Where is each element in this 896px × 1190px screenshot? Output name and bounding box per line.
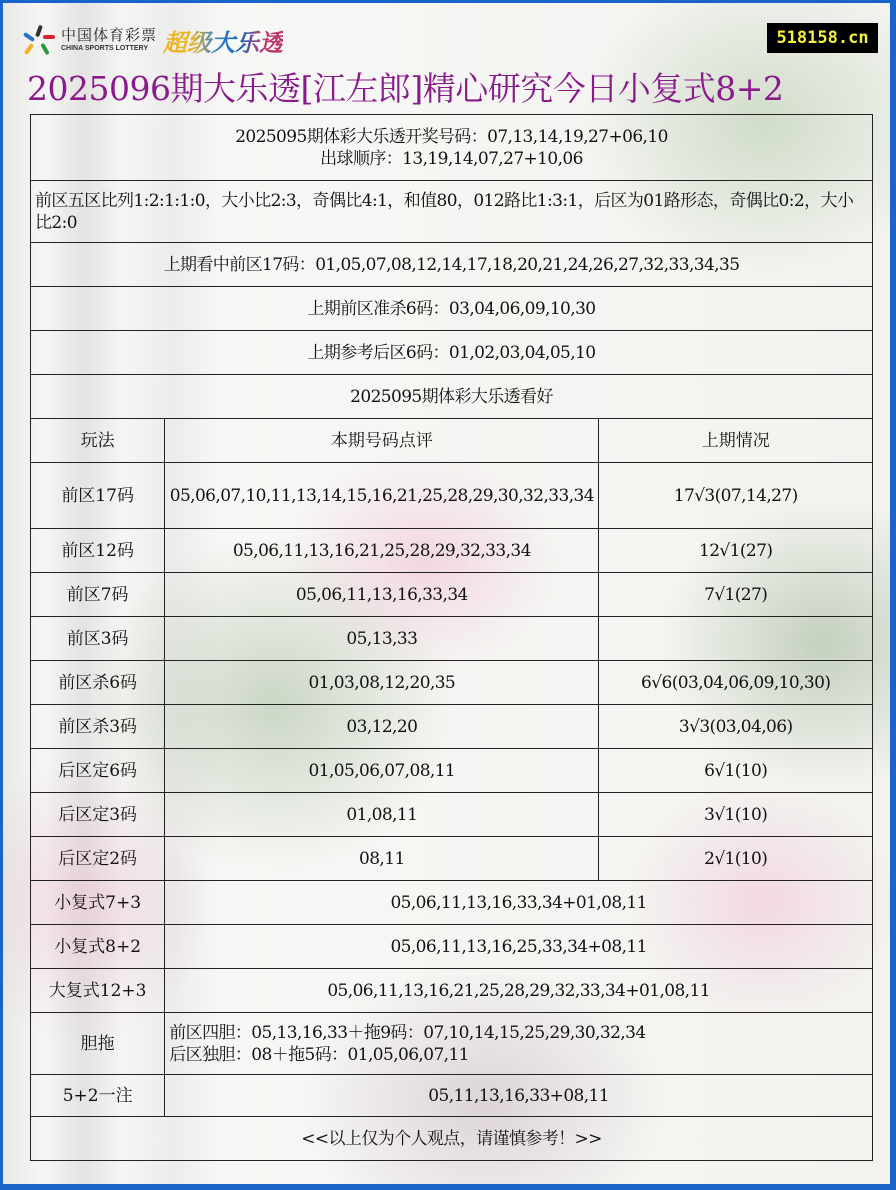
prediction-table bbox=[30, 114, 873, 1161]
prev-result: 12√1(27) bbox=[599, 529, 873, 573]
play-name: 前区7码 bbox=[31, 573, 165, 617]
table-row bbox=[31, 463, 873, 529]
prev-result: 3√1(10) bbox=[599, 793, 873, 837]
wide-row bbox=[31, 969, 873, 1013]
play-numbers: 01,08,11 bbox=[165, 793, 599, 837]
play-numbers: 05,06,11,13,16,25,33,34+08,11 bbox=[165, 925, 873, 969]
table-row bbox=[31, 529, 873, 573]
play-name: 后区定6码 bbox=[31, 749, 165, 793]
prev-kill6-text: 上期前区准杀6码：03,04,06,09,10,30 bbox=[31, 287, 873, 331]
play-numbers: 01,03,08,12,20,35 bbox=[165, 661, 599, 705]
prev-result: 6√1(10) bbox=[599, 749, 873, 793]
wide-row bbox=[31, 925, 873, 969]
section-title-row bbox=[31, 375, 873, 419]
prev-back6-text: 上期参考后区6码：01,02,03,04,05,10 bbox=[31, 331, 873, 375]
prev-result: 3√3(03,04,06) bbox=[599, 705, 873, 749]
logo-brand-text: 超级大乐透 bbox=[163, 23, 283, 58]
play-name: 前区12码 bbox=[31, 529, 165, 573]
play-numbers: 05,06,07,10,11,13,14,15,16,21,25,28,29,30,32,33,34 bbox=[165, 463, 599, 529]
play-numbers: 05,06,11,13,16,21,25,28,29,32,33,34 bbox=[165, 529, 599, 573]
site-badge[interactable]: 518158.cn bbox=[767, 23, 878, 53]
disclaimer-row bbox=[31, 1117, 873, 1161]
logo-chinese-text: 中国体育彩票 bbox=[61, 26, 158, 44]
table-header-row bbox=[31, 419, 873, 463]
play-name: 小复式8+2 bbox=[31, 925, 165, 969]
play-name: 前区杀6码 bbox=[31, 661, 165, 705]
draw-result-row bbox=[31, 115, 873, 181]
table-row bbox=[31, 837, 873, 881]
prev-result: 17√3(07,14,27) bbox=[599, 463, 873, 529]
analysis-text: 前区五区比列1:2:1:1:0，大小比2:3，奇偶比4:1，和值80，012路比1:3:1，后区为01路形态，奇偶比0:2，大小比2:0 bbox=[31, 181, 873, 243]
prev-front17-text: 上期看中前区17码：01,05,07,08,12,14,17,18,20,21,24,26,27,32,33,34,35 bbox=[31, 243, 873, 287]
play-numbers: 05,11,13,16,33+08,11 bbox=[165, 1075, 873, 1117]
prev-kill6-row bbox=[31, 287, 873, 331]
single-bet-row bbox=[31, 1075, 873, 1117]
table-row bbox=[31, 573, 873, 617]
table-row bbox=[31, 705, 873, 749]
play-numbers: 05,06,11,13,16,33,34+01,08,11 bbox=[165, 881, 873, 925]
dantuo-row bbox=[31, 1013, 873, 1075]
page-title: 2025096期大乐透[江左郎]精心研究今日小复式8+2 bbox=[27, 69, 784, 108]
dantuo-front: 前区四胆：05,13,16,33＋拖9码：07,10,14,15,25,29,30,32,34 bbox=[169, 1022, 646, 1043]
header-play: 玩法 bbox=[31, 419, 165, 463]
prev-result bbox=[599, 617, 873, 661]
table-row bbox=[31, 793, 873, 837]
play-numbers: 05,13,33 bbox=[165, 617, 599, 661]
play-name: 前区17码 bbox=[31, 463, 165, 529]
prev-result: 7√1(27) bbox=[599, 573, 873, 617]
play-name: 5+2一注 bbox=[31, 1075, 165, 1117]
play-numbers: 05,06,11,13,16,33,34 bbox=[165, 573, 599, 617]
play-name: 前区杀3码 bbox=[31, 705, 165, 749]
section-title: 2025095期体彩大乐透看好 bbox=[31, 375, 873, 419]
draw-order: 出球顺序：13,19,14,07,27+10,06 bbox=[320, 148, 583, 169]
table-row bbox=[31, 749, 873, 793]
play-numbers: 05,06,11,13,16,21,25,28,29,32,33,34+01,08,11 bbox=[165, 969, 873, 1013]
play-numbers: 08,11 bbox=[165, 837, 599, 881]
prev-result: 6√6(03,04,06,09,10,30) bbox=[599, 661, 873, 705]
prev-back6-row bbox=[31, 331, 873, 375]
header-prev: 上期情况 bbox=[599, 419, 873, 463]
play-name: 大复式12+3 bbox=[31, 969, 165, 1013]
lottery-logo bbox=[21, 23, 283, 57]
table-row bbox=[31, 617, 873, 661]
play-name: 前区3码 bbox=[31, 617, 165, 661]
play-numbers: 03,12,20 bbox=[165, 705, 599, 749]
analysis-row bbox=[31, 181, 873, 243]
play-name: 小复式7+3 bbox=[31, 881, 165, 925]
disclaimer-text: <<以上仅为个人观点，请谨慎参考！>> bbox=[31, 1117, 873, 1161]
wide-row bbox=[31, 881, 873, 925]
draw-result-numbers: 2025095期体彩大乐透开奖号码：07,13,14,19,27+06,10 bbox=[235, 126, 668, 147]
logo-english-text: CHINA SPORTS LOTTERY bbox=[61, 45, 148, 52]
header-numbers: 本期号码点评 bbox=[165, 419, 599, 463]
play-name: 后区定2码 bbox=[31, 837, 165, 881]
prev-front17-row bbox=[31, 243, 873, 287]
play-numbers: 01,05,06,07,08,11 bbox=[165, 749, 599, 793]
play-name: 胆拖 bbox=[31, 1013, 165, 1075]
lottery-star-icon bbox=[21, 23, 57, 57]
play-name: 后区定3码 bbox=[31, 793, 165, 837]
dantuo-back: 后区独胆：08＋拖5码：01,05,06,07,11 bbox=[169, 1044, 469, 1065]
table-row bbox=[31, 661, 873, 705]
page-frame bbox=[3, 3, 890, 1184]
prev-result: 2√1(10) bbox=[599, 837, 873, 881]
